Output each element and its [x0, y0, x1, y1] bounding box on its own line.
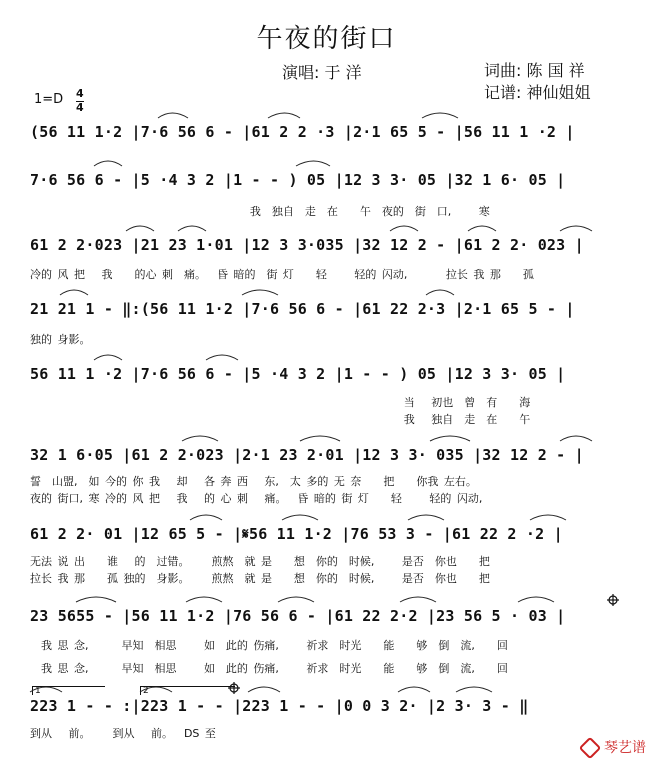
music-row-3: 61 2 2·023 |21 23 1·01 |12 3 3·035 |32 12 2 - |61 2 2· 023 | — [30, 236, 584, 254]
music-row-1: (56 11 1·2 |7·6 56 6 - |61 2 2 ·3 |2·1 65 5 - |56 11 1 ·2 | — [30, 123, 575, 141]
composer-credit: 词曲: 陈 国 祥 — [484, 61, 585, 80]
lyric-row-8: 无法 说 出 谁 的 过错。 煎熬 就 是 想 你的 时候, 是否 你也 把 — [30, 555, 490, 568]
music-row-4: 21 21 1 - ‖:(56 11 1·2 |7·6 56 6 - |61 22 2·3 |2·1 65 5 - | — [30, 300, 575, 318]
first-ending-number: 1 — [35, 686, 41, 696]
logo-text: 琴艺谱 — [604, 740, 646, 756]
time-signature-denominator: 4 — [76, 101, 84, 114]
lyric-row-12: 到从 前。 到从 前。 DS 至 — [30, 727, 216, 740]
song-title: 午夜的街口 — [256, 24, 397, 54]
lyric-row-9: 拉长 我 那 孤 独的 身影。 煎熬 就 是 想 你的 时候, 是否 你也 把 — [30, 572, 490, 585]
logo-icon — [579, 737, 602, 760]
lyric-row-11: 我 思 念, 早知 相思 如 此的 伤痛, 祈求 时光 能 够 倒 流, 回 — [30, 662, 508, 675]
lyric-row-6: 誓 山盟, 如 今的 你 我 却 各 奔 西 东, 太 多的 无 奈 把 你我 左右。 — [30, 475, 477, 488]
lyric-row-4: 当 初也 曾 有 海 — [30, 396, 531, 409]
lyric-row-7: 夜的 街口, 寒 冷的 风 把 我 的 心 刺 痛。 昏 暗的 街 灯 轻 轻的 闪动, — [30, 492, 483, 505]
second-ending-number: 2 — [143, 686, 149, 696]
key-signature: 1=D — [34, 92, 64, 107]
music-row-5: 56 11 1 ·2 |7·6 56 6 - |5 ·4 3 2 |1 - - ) 05 |12 3 3· 05 | — [30, 365, 566, 383]
time-signature-numerator: 4 — [76, 87, 84, 100]
lyric-row-10: 我 思 念, 早知 相思 如 此的 伤痛, 祈求 时光 能 够 倒 流, 回 — [30, 639, 508, 652]
site-logo — [582, 737, 646, 757]
music-row-8: 23 5655 - |56 11 1·2 |76 56 6 - |61 22 2·2 |23 56 5 · 03 | — [30, 607, 566, 625]
lyric-row-3: 独的 身影。 — [30, 333, 91, 346]
lyric-row-1: 我 独自 走 在 午 夜的 街 口, 寒 — [30, 205, 490, 218]
lyric-row-5: 我 独自 走 在 午 — [30, 413, 531, 426]
music-row-2: 7·6 56 6 - |5 ·4 3 2 |1 - - ) 05 |12 3 3· 05 |32 1 6· 05 | — [30, 171, 566, 189]
lyric-row-2: 冷的 风 把 我 的心 刺 痛。 昏 暗的 街 灯 轻 轻的 闪动, 拉长 我 那 孤 — [30, 268, 534, 281]
singer-credit: 演唱: 于 洋 — [282, 63, 362, 82]
music-row-9: 223 1 - - :|223 1 - - |223 1 - - |0 0 3 2· |2 3· 3 - ‖ — [30, 697, 529, 715]
music-row-6: 32 1 6·05 |61 2 2·023 |2·1 23 2·01 |12 3 3· 035 |32 12 2 - | — [30, 446, 584, 464]
transcriber-credit: 记谱: 神仙姐姐 — [484, 83, 591, 102]
music-row-7: 61 2 2· 01 |12 65 5 - |𝄋56 11 1·2 |76 53 3 - |61 22 2 ·2 | — [30, 525, 563, 543]
